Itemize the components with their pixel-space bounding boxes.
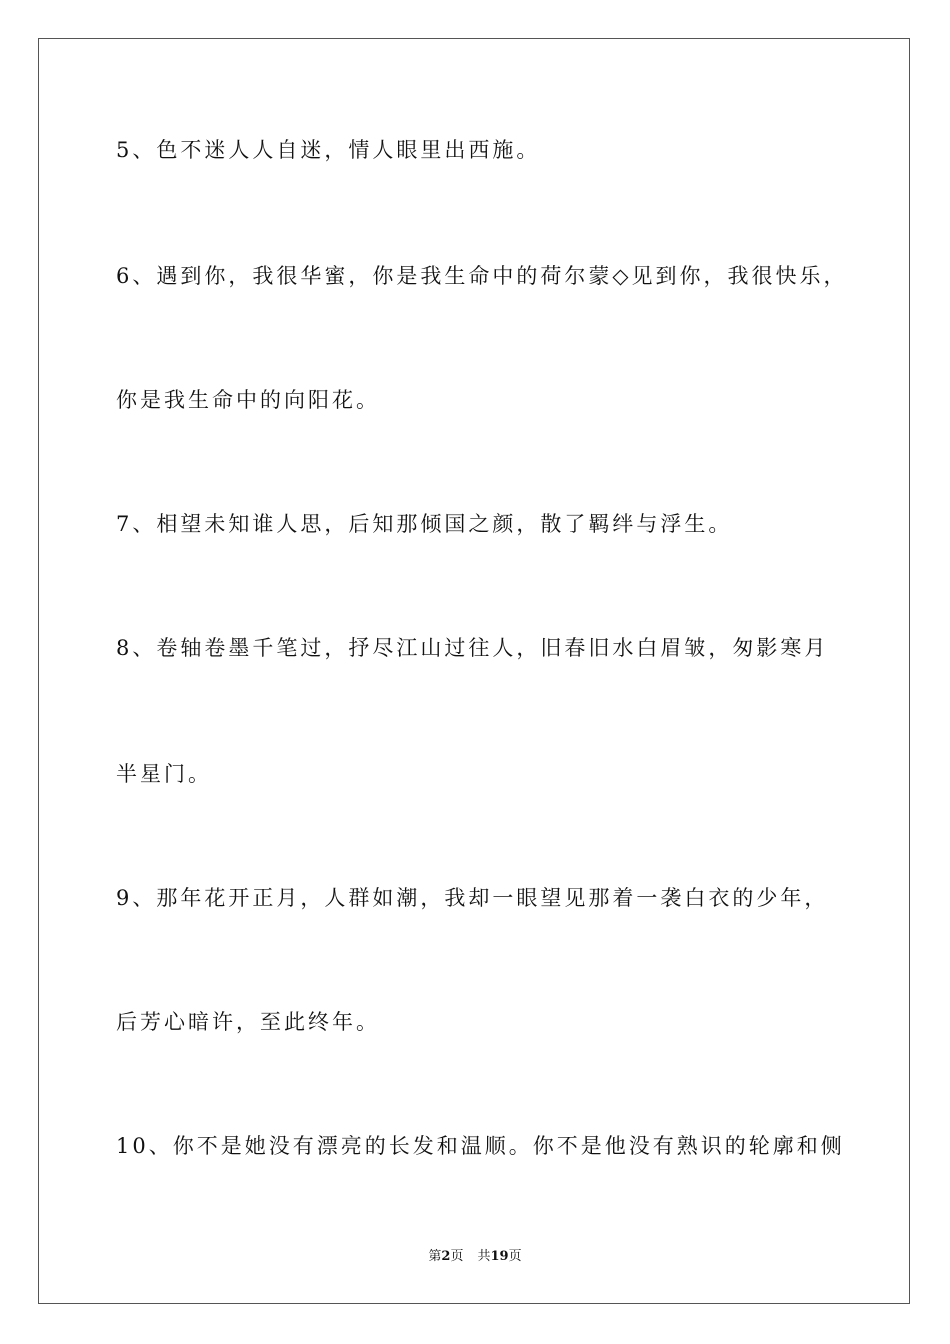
page-frame xyxy=(38,38,910,1304)
page-number: 2 xyxy=(441,1249,451,1264)
text-line: 后芳心暗许，至此终年。 xyxy=(116,1010,380,1034)
page-footer xyxy=(0,1248,950,1266)
text-line: 7、相望未知谁人思，后知那倾国之颜，散了羁绊与浮生。 xyxy=(116,512,733,536)
text-line: 半星门。 xyxy=(116,762,212,786)
text-line: 8、卷轴卷墨千笔过，抒尽江山过往人，旧春旧水白眉皱，匆影寒月 xyxy=(116,636,829,660)
total-prefix: 共 xyxy=(477,1249,491,1264)
page-prefix: 第 xyxy=(428,1249,442,1264)
total-suffix: 页 xyxy=(508,1249,522,1264)
text-line: 6、遇到你，我很华蜜，你是我生命中的荷尔蒙◇见到你，我很快乐， xyxy=(116,264,848,288)
text-line: 你是我生命中的向阳花。 xyxy=(116,388,380,412)
text-line: 10、你不是她没有漂亮的长发和温顺。你不是他没有熟识的轮廓和侧 xyxy=(116,1134,845,1158)
total-pages: 19 xyxy=(490,1249,509,1264)
text-line: 9、那年花开正月，人群如潮，我却一眼望见那着一袭白衣的少年， xyxy=(116,886,829,910)
text-line: 5、色不迷人人自迷，情人眼里出西施。 xyxy=(116,138,541,162)
page-suffix: 页 xyxy=(450,1249,464,1264)
